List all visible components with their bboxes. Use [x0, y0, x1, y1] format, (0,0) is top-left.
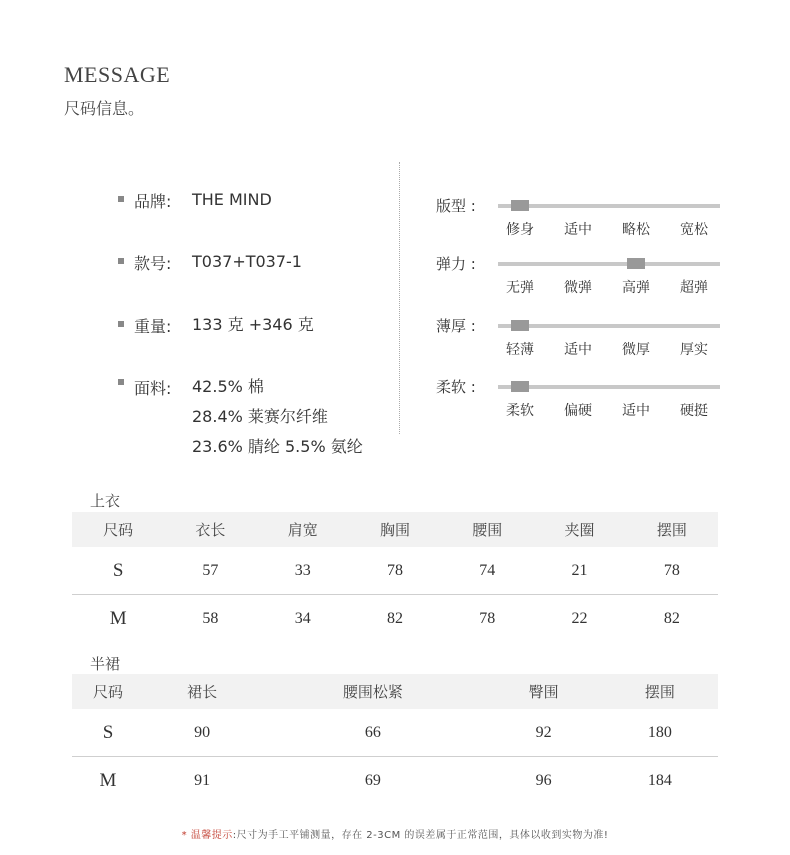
- attribute-slider-knob: [511, 200, 529, 211]
- bullet-icon: [118, 379, 124, 385]
- attribute-label: 薄厚 :: [436, 317, 476, 335]
- table-cell: 66: [260, 709, 485, 757]
- attribute-option: 无弹: [506, 280, 534, 296]
- page-title: MESSAGE: [64, 62, 171, 87]
- section-label-top: 上衣: [90, 492, 121, 510]
- table-header: 尺码: [72, 512, 164, 547]
- divider: [399, 162, 401, 434]
- info-label: 面料:: [134, 379, 172, 398]
- page-subtitle: 尺码信息。: [64, 99, 145, 118]
- table-cell: 21: [533, 547, 625, 595]
- table-header: 臀围: [485, 674, 601, 709]
- attribute-slider-track: [498, 204, 720, 208]
- table-cell: 90: [144, 709, 260, 757]
- table-header: 摆围: [626, 512, 718, 547]
- table-header: 胸围: [349, 512, 441, 547]
- info-fabric: [118, 372, 363, 462]
- attribute-option: 微厚: [622, 342, 650, 358]
- attribute-slider-track: [498, 385, 720, 389]
- attribute-option: 微弹: [564, 280, 592, 296]
- table-cell: 33: [257, 547, 349, 595]
- table-cell: S: [72, 547, 164, 595]
- attribute-option: 略松: [622, 222, 650, 238]
- table-row: [72, 709, 718, 757]
- table-cell: 34: [294, 609, 311, 627]
- measurement-note: [0, 826, 790, 841]
- attribute-label: 柔软 :: [436, 378, 476, 396]
- attribute-option: 柔软: [506, 403, 534, 419]
- table-cell: 82: [386, 609, 403, 627]
- info-value: T037+T037-1: [192, 252, 302, 271]
- table-header: 肩宽: [257, 512, 349, 547]
- attribute-option: 适中: [564, 222, 592, 238]
- attribute-option: 适中: [564, 342, 592, 358]
- skirt-size-table: [72, 674, 718, 804]
- attribute-option: 高弹: [622, 280, 650, 296]
- attribute-slider-knob: [627, 258, 645, 269]
- info-style-no: [118, 251, 302, 274]
- bullet-icon: [118, 196, 124, 202]
- table-row: [72, 757, 718, 805]
- attribute-option: 厚实: [680, 342, 708, 358]
- info-value: 28.4% 莱赛尔纤维: [192, 407, 328, 426]
- table-cell: 78: [626, 547, 718, 595]
- bullet-icon: [118, 321, 124, 327]
- table-cell: 184: [647, 771, 672, 789]
- table-cell: 96: [535, 771, 552, 789]
- table-row: [72, 547, 718, 595]
- table-cell: M: [109, 607, 127, 629]
- section-label-skirt: 半裙: [90, 655, 121, 673]
- info-value: 133 克 +346 克: [192, 315, 314, 334]
- info-label: 品牌:: [134, 192, 172, 211]
- info-label: 款号:: [134, 254, 172, 273]
- table-header: 腰围: [441, 512, 533, 547]
- note-text: :尺寸为手工平铺测量，存在 2-3CM 的误差属于正常范围，具体以收到实物为准!: [232, 830, 609, 841]
- attribute-option: 偏硬: [564, 403, 592, 419]
- attribute-option: 宽松: [680, 222, 708, 238]
- table-header: 裙长: [144, 674, 260, 709]
- attribute-option: 适中: [622, 403, 650, 419]
- table-cell: 78: [479, 609, 496, 627]
- info-weight: [118, 314, 314, 337]
- attribute-slider-track: [498, 262, 720, 266]
- table-cell: 57: [164, 547, 256, 595]
- table-cell: 74: [441, 547, 533, 595]
- table-cell: 180: [602, 709, 718, 757]
- table-header: 衣长: [164, 512, 256, 547]
- attribute-option: 轻薄: [506, 342, 534, 358]
- table-cell: S: [72, 709, 144, 757]
- attribute-label: 版型 :: [436, 197, 476, 215]
- table-cell: 69: [364, 771, 381, 789]
- table-cell: 22: [571, 609, 588, 627]
- table-header: 摆围: [602, 674, 718, 709]
- table-cell: 82: [663, 609, 680, 627]
- table-cell: 78: [349, 547, 441, 595]
- info-value: 23.6% 腈纶 5.5% 氨纶: [192, 437, 363, 456]
- table-cell: 91: [194, 771, 211, 789]
- attribute-slider-track: [498, 324, 720, 328]
- table-cell: 92: [485, 709, 601, 757]
- info-value: 42.5% 棉: [192, 377, 264, 396]
- bullet-icon: [118, 258, 124, 264]
- attribute-label: 弹力 :: [436, 255, 476, 273]
- table-cell: 58: [202, 609, 219, 627]
- table-cell: M: [99, 769, 117, 791]
- table-header: 腰围松紧: [260, 674, 485, 709]
- table-row: [72, 595, 718, 643]
- info-brand: [118, 189, 272, 212]
- attribute-option: 硬挺: [680, 403, 708, 419]
- info-label: 重量:: [134, 317, 172, 336]
- attribute-option: 超弹: [680, 280, 708, 296]
- note-prefix: * 温馨提示: [181, 830, 233, 841]
- top-size-table: [72, 512, 718, 642]
- attribute-slider-knob: [511, 381, 529, 392]
- attribute-option: 修身: [506, 222, 534, 238]
- attribute-slider-knob: [511, 320, 529, 331]
- info-value: THE MIND: [192, 190, 272, 209]
- table-header: 夹圈: [533, 512, 625, 547]
- table-header: 尺码: [72, 674, 144, 709]
